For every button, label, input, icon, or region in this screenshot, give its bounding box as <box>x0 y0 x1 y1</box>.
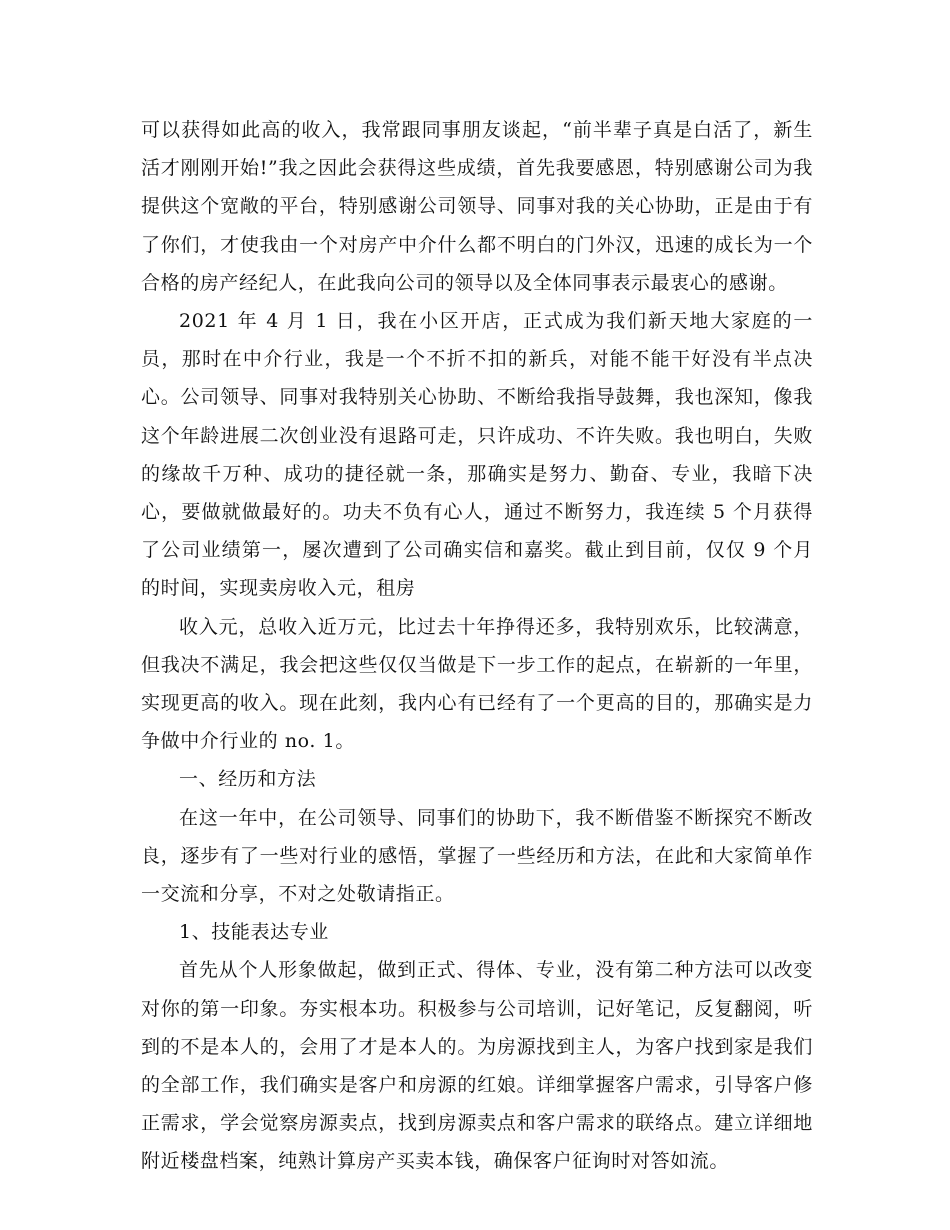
paragraph-income-goal: 收入元，总收入近万元，比过去十年挣得还多，我特别欢乐，比较满意，但我决不满足，我会把这些仅仅当做是下一步工作的起点，在崭新的一年里，实现更高的收入。现在此刻，我内心有已经有了一个更高的目的，那确实是力争做中介行业的 no. 1。 <box>141 615 813 753</box>
document-body <box>141 111 813 1181</box>
paragraph-experience-intro: 在这一年中，在公司领导、同事们的协助下，我不断借鉴不断探究不断改良，逐步有了一些对行业的感悟，掌握了一些经历和方法，在此和大家简单作一交流和分享，不对之处敬请指正。 <box>141 806 813 906</box>
section-heading-experience: 一、经历和方法 <box>179 768 317 791</box>
paragraph-intro-thanks: 可以获得如此高的收入，我常跟同事朋友谈起，“前半辈子真是白活了，新生活才刚刚开始!”我之因此会获得这些成绩，首先我要感恩，特别感谢公司为我提供这个宽敞的平台，特别感谢公司领导、同事对我的关心协助，正是由于有了你们，才使我由一个对房产中介什么都不明白的门外汉，迅速的成长为一个合格的房产经纪人，在此我向公司的领导以及全体同事表示最衷心的感谢。 <box>141 119 813 294</box>
subsection-heading-skills: 1、技能表达专业 <box>179 921 329 944</box>
paragraph-career-start: 2021 年 4 月 1 日，我在小区开店，正式成为我们新天地大家庭的一员，那时在中介行业，我是一个不折不扣的新兵，对能不能干好没有半点决心。公司领导、同事对我特别关心协助、不断给我指导鼓舞，我也深知，像我这个年龄进展二次创业没有退路可走，只许成功、不许失败。我也明白，失败的缘故千万种、成功的捷径就一条，那确实是努力、勤奋、专业，我暗下决心，要做就做最好的。功夫不负有心人，通过不断努力，我连续 5 个月获得了公司业绩第一，屡次遭到了公司确实信和嘉奖。截止到目前，仅仅 9 个月的时间，实现卖房收入元，租房 <box>141 310 813 600</box>
paragraph-skills-detail: 首先从个人形象做起，做到正式、得体、专业，没有第二种方法可以改变对你的第一印象。夯实根本功。积极参与公司培训，记好笔记，反复翻阅，听到的不是本人的，会用了才是本人的。为房源找到主人，为客户找到家是我们的全部工作，我们确实是客户和房源的红娘。详细掌握客户需求，引导客户修正需求，学会觉察房源卖点，找到房源卖点和客户需求的联络点。建立详细地附近楼盘档案，纯熟计算房产买卖本钱，确保客户征询时对答如流。 <box>141 959 813 1173</box>
